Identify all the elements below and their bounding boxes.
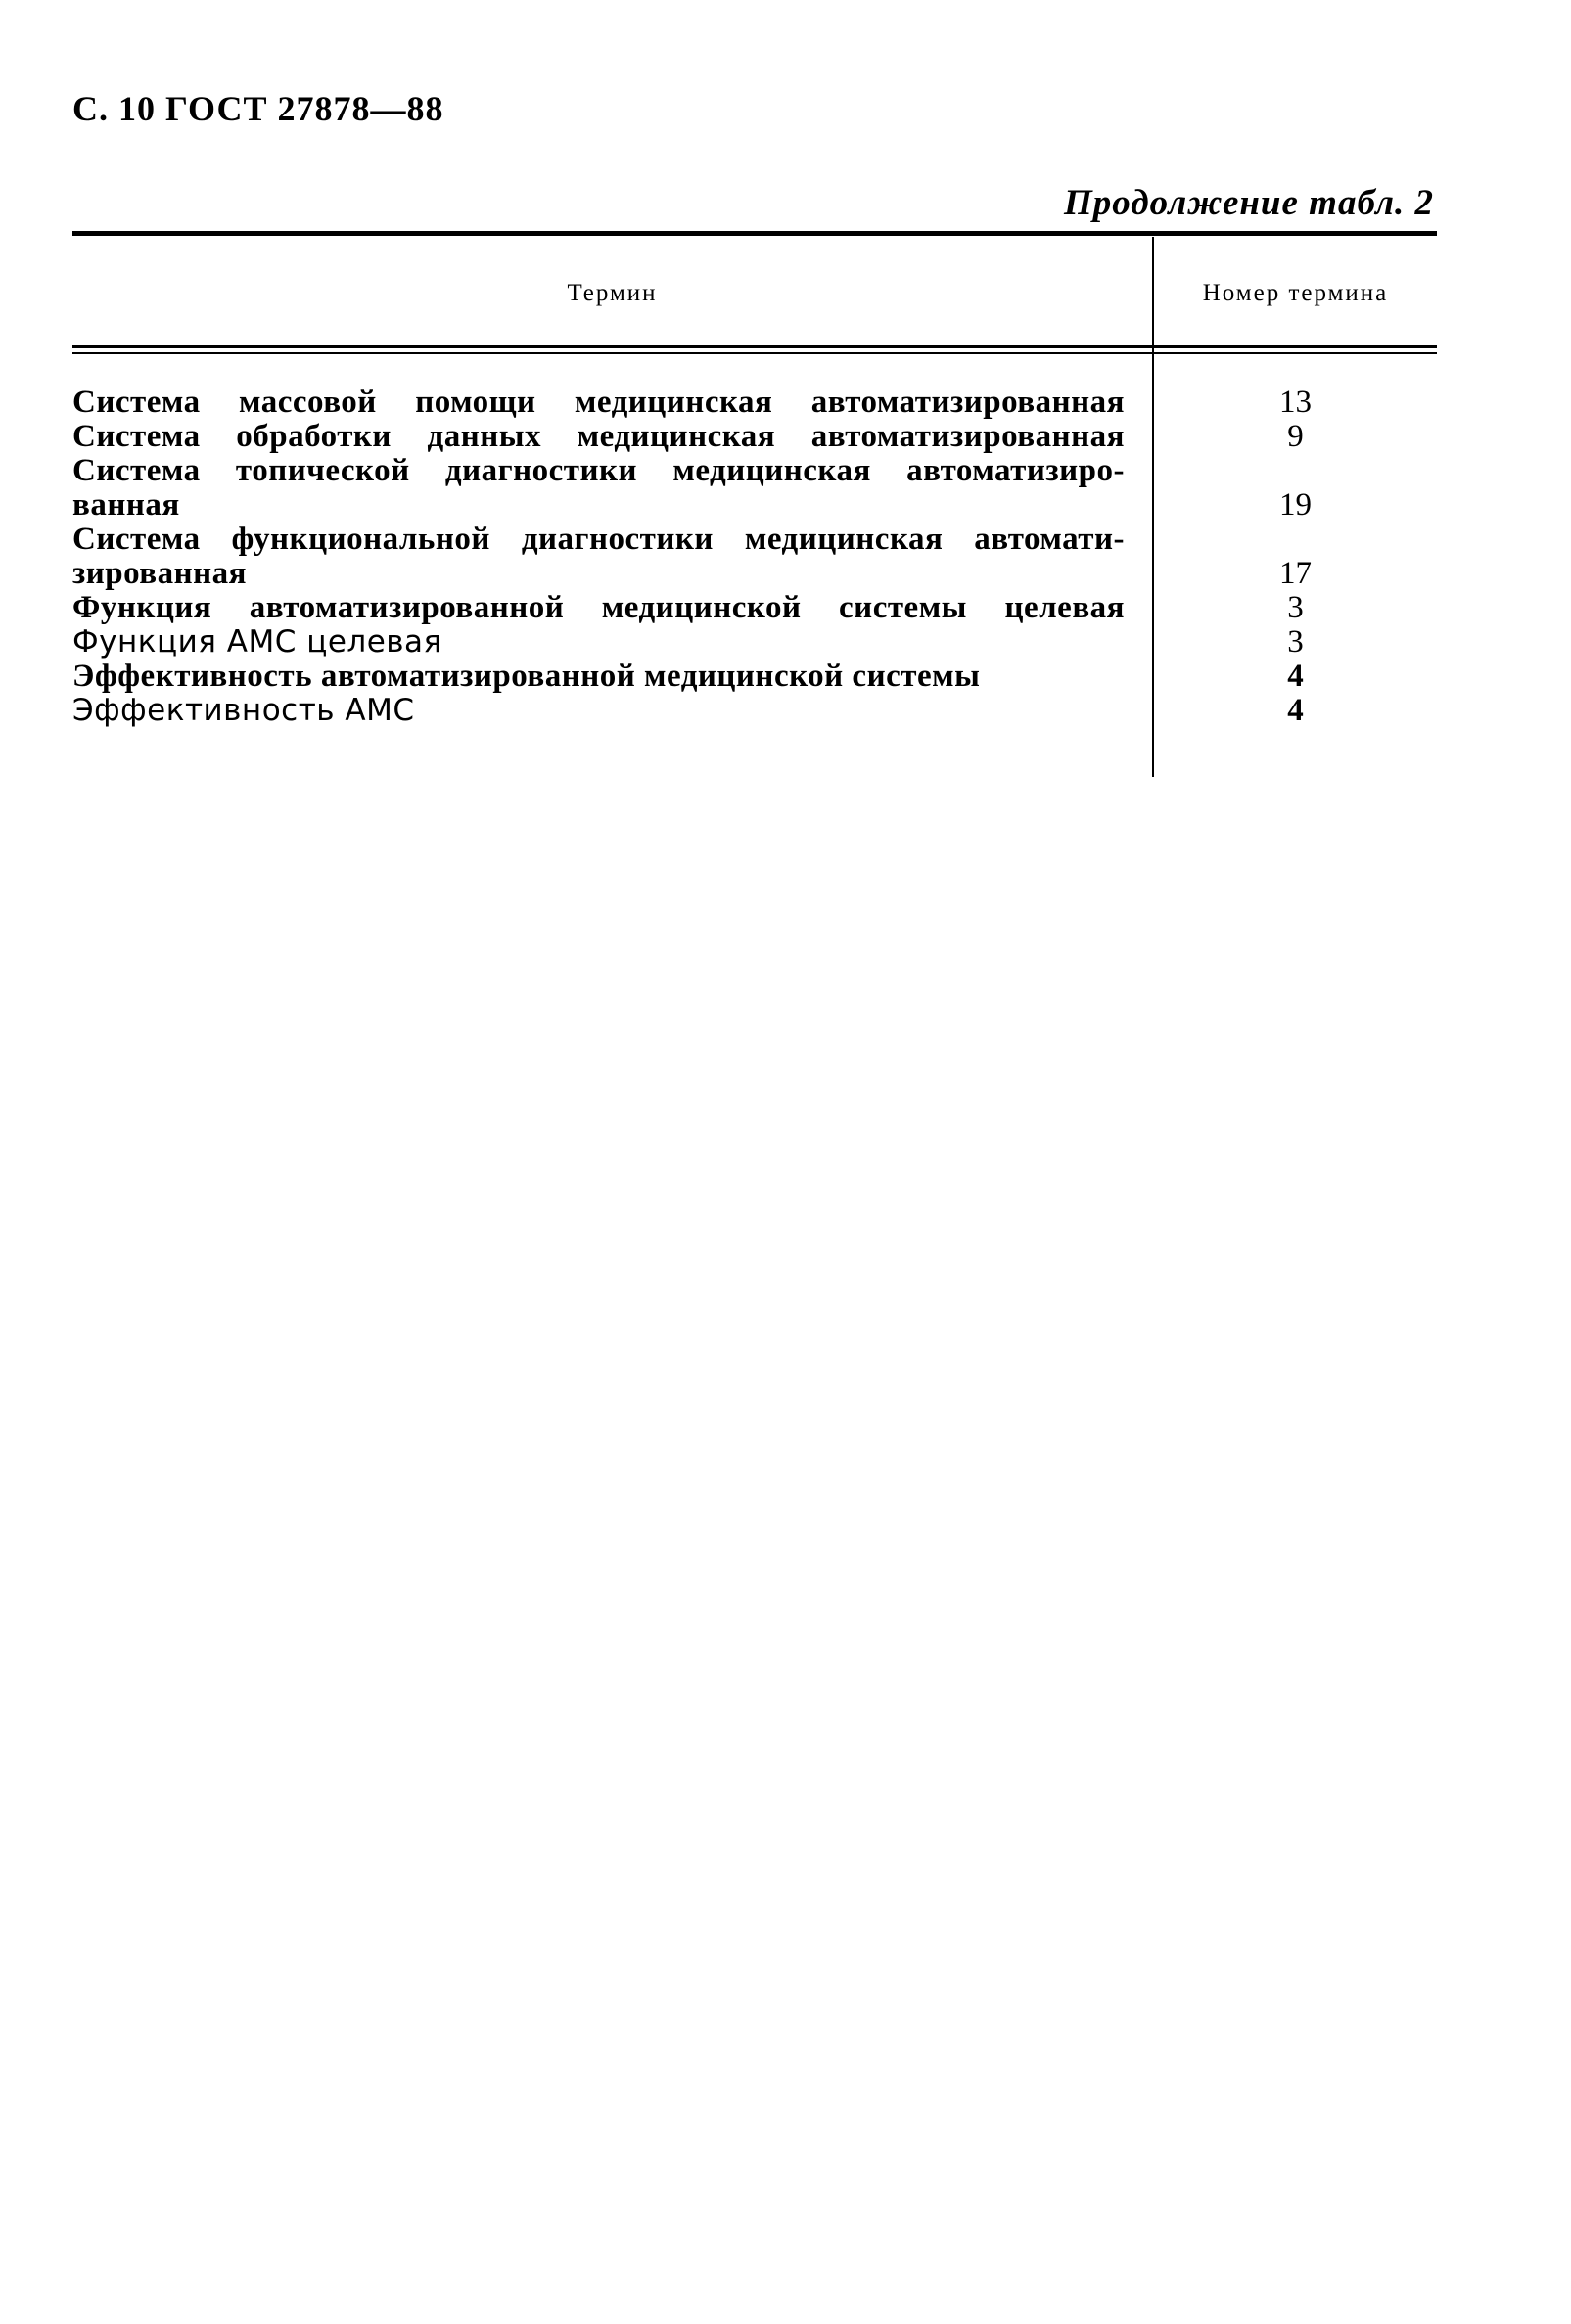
- table-row: [72, 420, 1437, 454]
- term-number: 9: [1287, 419, 1304, 454]
- term-line: ванная: [72, 487, 180, 523]
- table-row: [72, 660, 1437, 694]
- term-text: [72, 591, 1125, 625]
- term-text: [72, 660, 1125, 694]
- term-line: Система массовой помощи медицинская автоматизированная: [72, 385, 1125, 420]
- term-text: [72, 523, 1125, 591]
- table-row: [72, 523, 1437, 591]
- table-body: [72, 386, 1437, 728]
- term-line: зированная: [72, 556, 248, 591]
- term-line: Эффективность автоматизированной медицинской системы: [72, 659, 981, 694]
- table-row: [72, 386, 1437, 420]
- term-number: 3: [1287, 590, 1304, 625]
- header-separator-rule-inner: [72, 352, 1437, 354]
- term-line: Система обработки данных медицинская автоматизированная: [72, 419, 1125, 454]
- page-header: С. 10 ГОСТ 27878—88: [72, 89, 444, 128]
- term-number: 19: [1279, 487, 1312, 523]
- terms-table: [72, 231, 1437, 779]
- term-number: 17: [1279, 556, 1312, 591]
- table-row: [72, 625, 1437, 660]
- term-text: [72, 694, 1125, 728]
- term-number: 4: [1287, 659, 1304, 694]
- term-text: [72, 386, 1125, 420]
- term-text: [72, 454, 1125, 523]
- term-line: Функция автоматизированной медицинской системы целевая: [72, 590, 1125, 625]
- table-top-rule: [72, 231, 1437, 236]
- header-separator-rule: [72, 345, 1437, 348]
- term-line: Система топической диагностики медицинская автоматизиро-: [72, 453, 1125, 488]
- table-row: [72, 591, 1437, 625]
- term-number: 4: [1287, 693, 1304, 728]
- term-line: Система функциональной диагностики медицинская автомати-: [72, 522, 1125, 557]
- header-term-number: Номер термина: [1202, 280, 1389, 306]
- term-text: [72, 420, 1125, 454]
- term-text: [72, 625, 1125, 660]
- term-line: Функция АМС целевая: [72, 624, 442, 660]
- term-number: 13: [1279, 385, 1312, 420]
- table-continuation-label: Продолжение табл. 2: [1064, 183, 1434, 223]
- table-row: [72, 454, 1437, 523]
- table-row: [72, 694, 1437, 728]
- term-number: 3: [1287, 624, 1304, 660]
- header-term: Термин: [567, 280, 658, 306]
- term-line: Эффективность АМС: [72, 693, 415, 728]
